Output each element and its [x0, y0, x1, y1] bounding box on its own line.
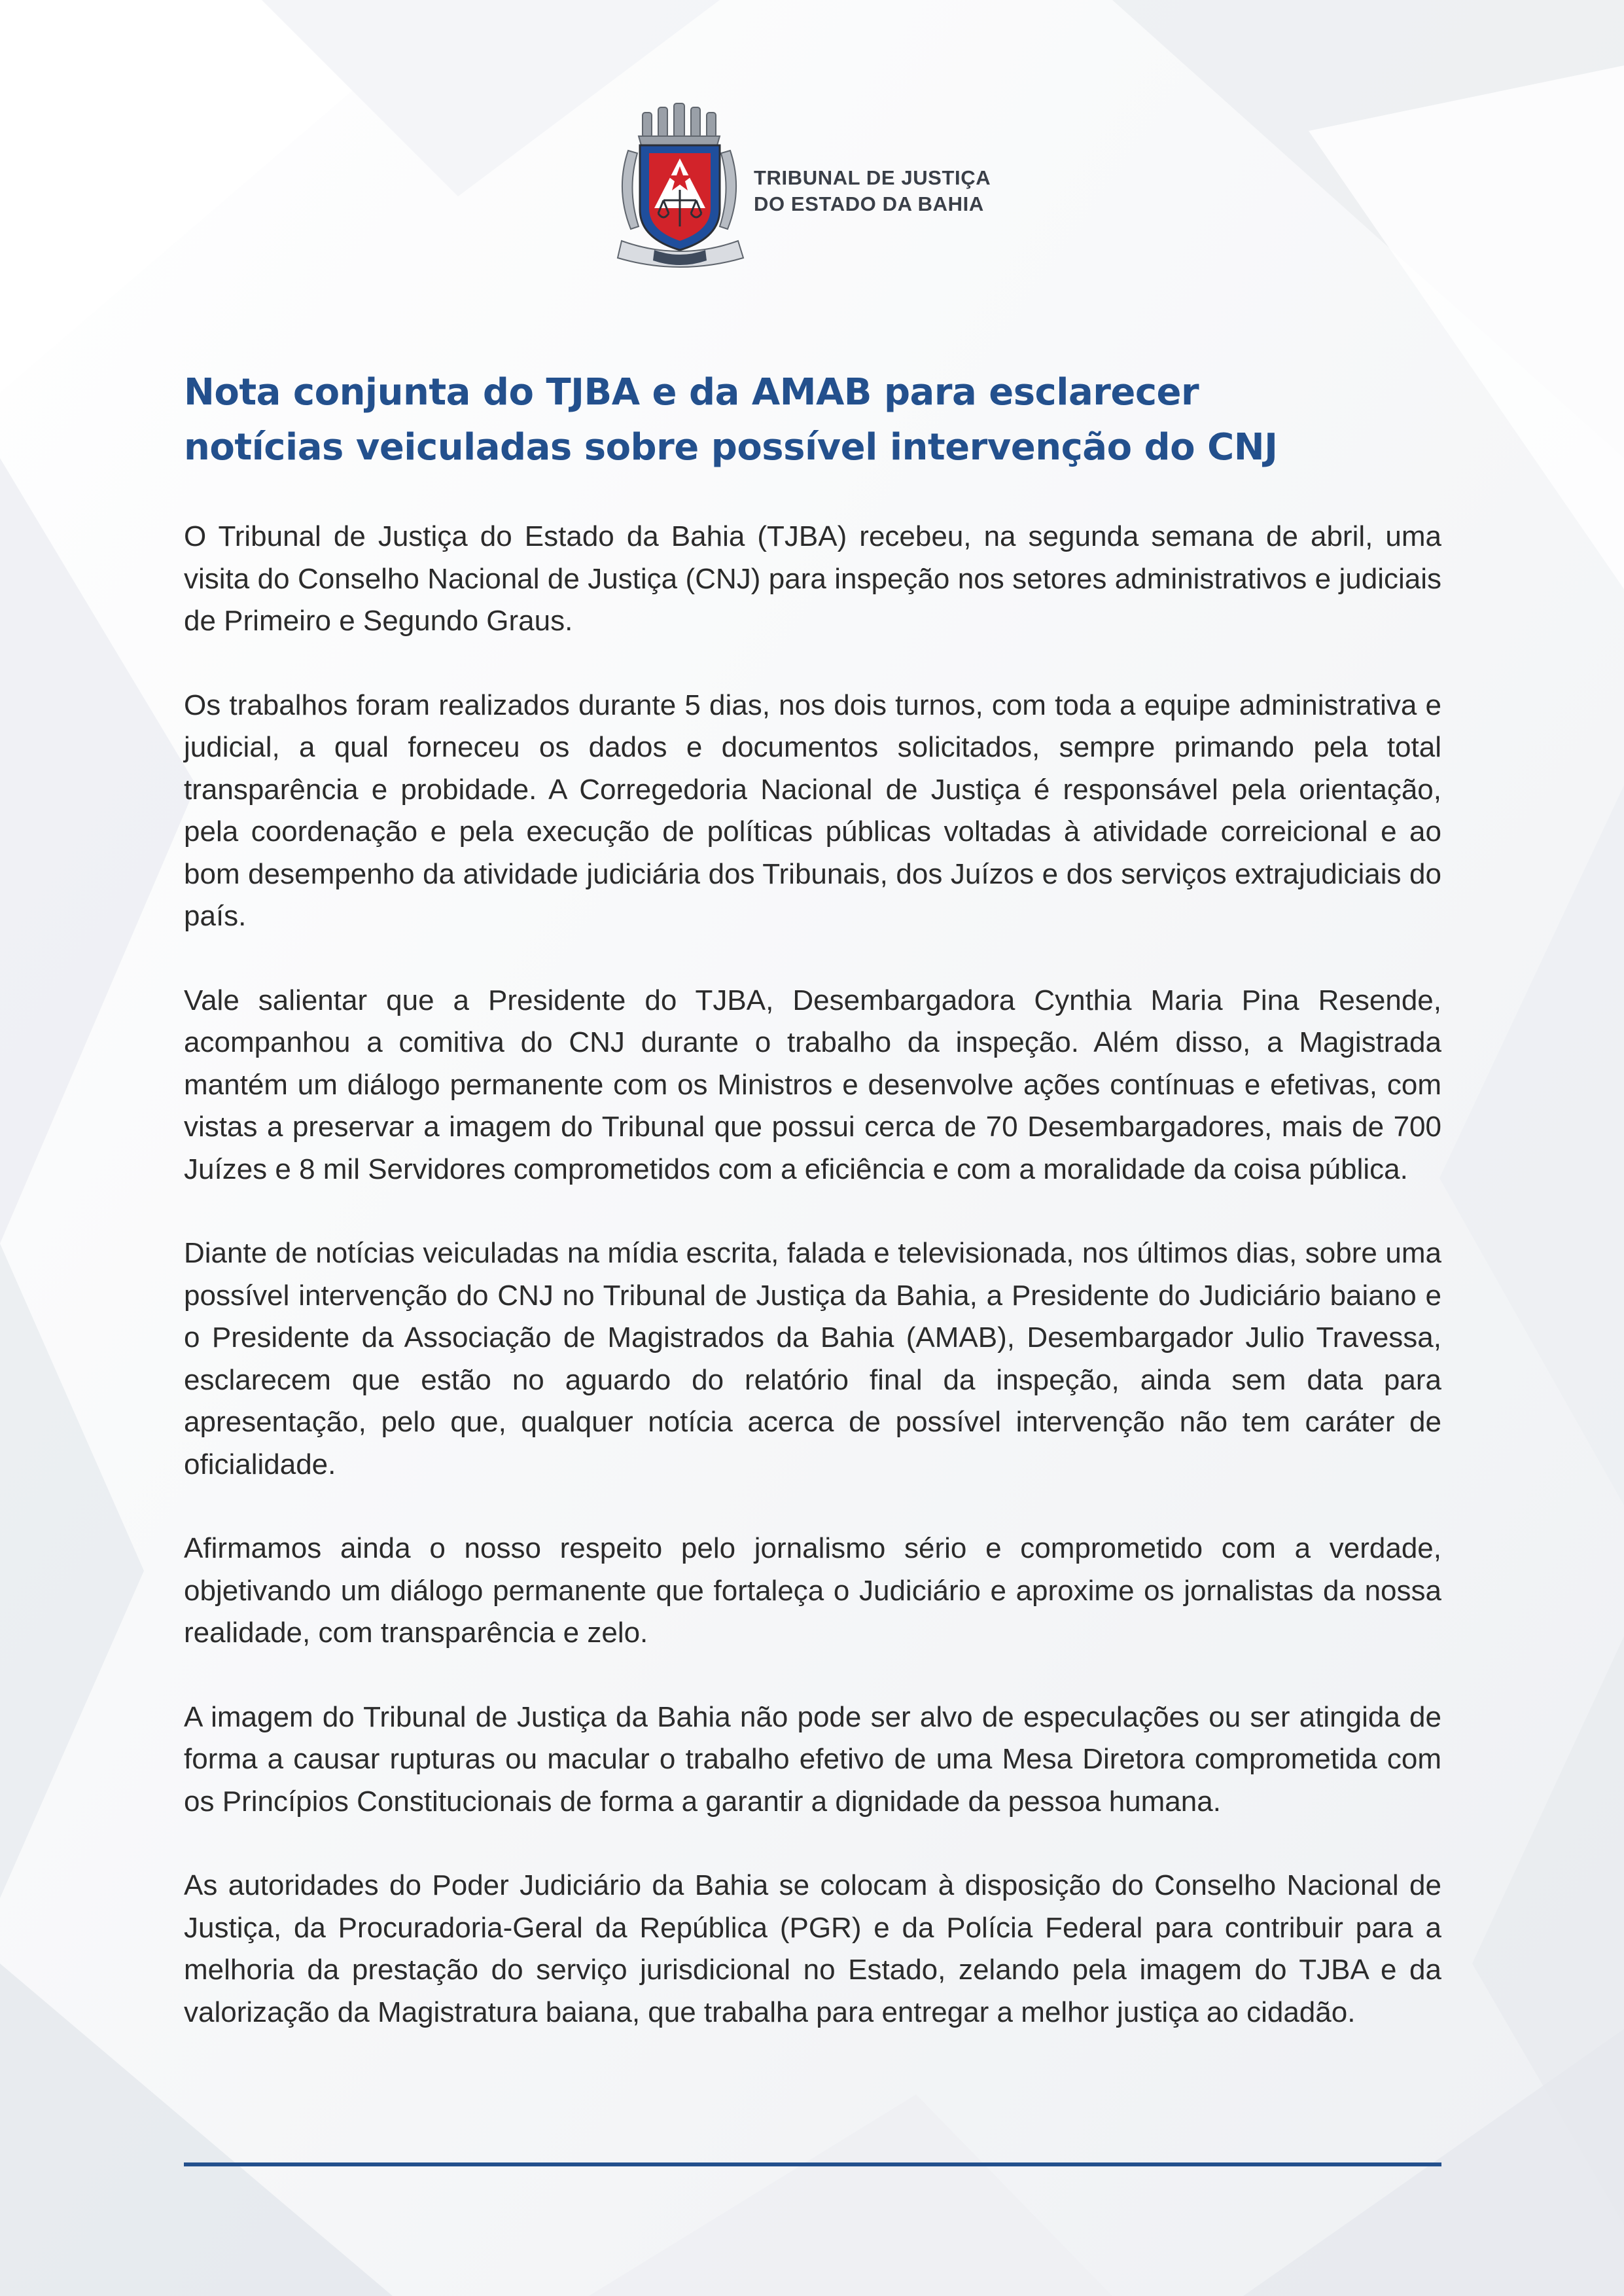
court-crest-logo	[615, 98, 759, 275]
paragraph: Diante de notícias veiculadas na mídia escrita, falada e televisionada, nos últimos dias, sobre uma possível intervenção do CNJ no Tribunal de Justiça da Bahia, a Presidente do Judiciário baiano e o Presidente da Associação de Magistrados da Bahia (AMAB), Desembargador Julio Travessa, esclarecem que estão no aguardo do relatório final da inspeção, ainda sem data para apresentação, pelo que, qualquer notícia acerca de possível intervenção não tem caráter de oficialidade.	[184, 1237, 1441, 1480]
paragraph: Afirmamos ainda o nosso respeito pelo jornalismo sério e comprometido com a verdade, objetivando um diálogo permanente que fortaleça o Judiciário e aproxime os jornalistas da nossa realidade, com transparência e zelo.	[184, 1532, 1441, 1649]
court-name-line1: TRIBUNAL DE JUSTIÇA	[754, 166, 991, 189]
paragraph: Vale salientar que a Presidente do TJBA, Desembargadora Cynthia Maria Pina Resende, acompanhou a comitiva do CNJ durante o trabalho da inspeção. Além disso, a Magistrada mantém um diálogo permanente com os Ministros e desenvolve ações contínuas e efetivas, com vistas a preservar a imagem do Tribunal que possui cerca de 70 Desembargadores, mais de 700 Juízes e 8 mil Servidores comprometidos com a eficiência e com a moralidade da coisa pública.	[184, 984, 1441, 1185]
paragraph: A imagem do Tribunal de Justiça da Bahia não pode ser alvo de especulações ou ser atingida de forma a causar rupturas ou macular o trabalho efetivo de uma Mesa Diretora comprometida com os Princípios Constitucionais de forma a garantir a dignidade da pessoa humana.	[184, 1700, 1441, 1818]
paragraph: Os trabalhos foram realizados durante 5 dias, nos dois turnos, com toda a equipe administrativa e judicial, a qual forneceu os dados e documentos solicitados, sempre primando pela total transparência e probidade. A Corregedoria Nacional de Justiça é responsável pela orientação, pela coordenação e pela execução de políticas públicas voltadas à atividade correicional e ao bom desempenho da atividade judiciária dos Tribunais, dos Juízos e dos serviços extrajudiciais do país.	[184, 689, 1441, 932]
document-body	[184, 516, 1441, 2075]
document-title	[184, 365, 1453, 475]
paragraph: O Tribunal de Justiça do Estado da Bahia (TJBA) recebeu, na segunda semana de abril, uma visita do Conselho Nacional de Justiça (CNJ) para inspeção nos setores administrativos e judiciais de Primeiro e Segundo Graus.	[184, 520, 1441, 637]
paragraph: As autoridades do Poder Judiciário da Bahia se colocam à disposição do Conselho Nacional de Justiça, da Procuradoria-Geral da República (PGR) e da Polícia Federal para contribuir para a melhoria da prestação do serviço jurisdicional no Estado, zelando pela imagem do TJBA e da valorização da Magistratura baiana, que trabalha para entregar a melhor justiça ao cidadão.	[184, 1869, 1441, 2028]
header	[615, 98, 1073, 275]
title-line2: notícias veiculadas sobre possível intervenção do CNJ	[184, 426, 1278, 469]
footer-divider	[184, 2162, 1441, 2166]
court-name	[754, 165, 991, 217]
title-line1: Nota conjunta do TJBA e da AMAB para esclarecer	[184, 371, 1199, 414]
court-name-line2: DO ESTADO DA BAHIA	[754, 192, 984, 215]
